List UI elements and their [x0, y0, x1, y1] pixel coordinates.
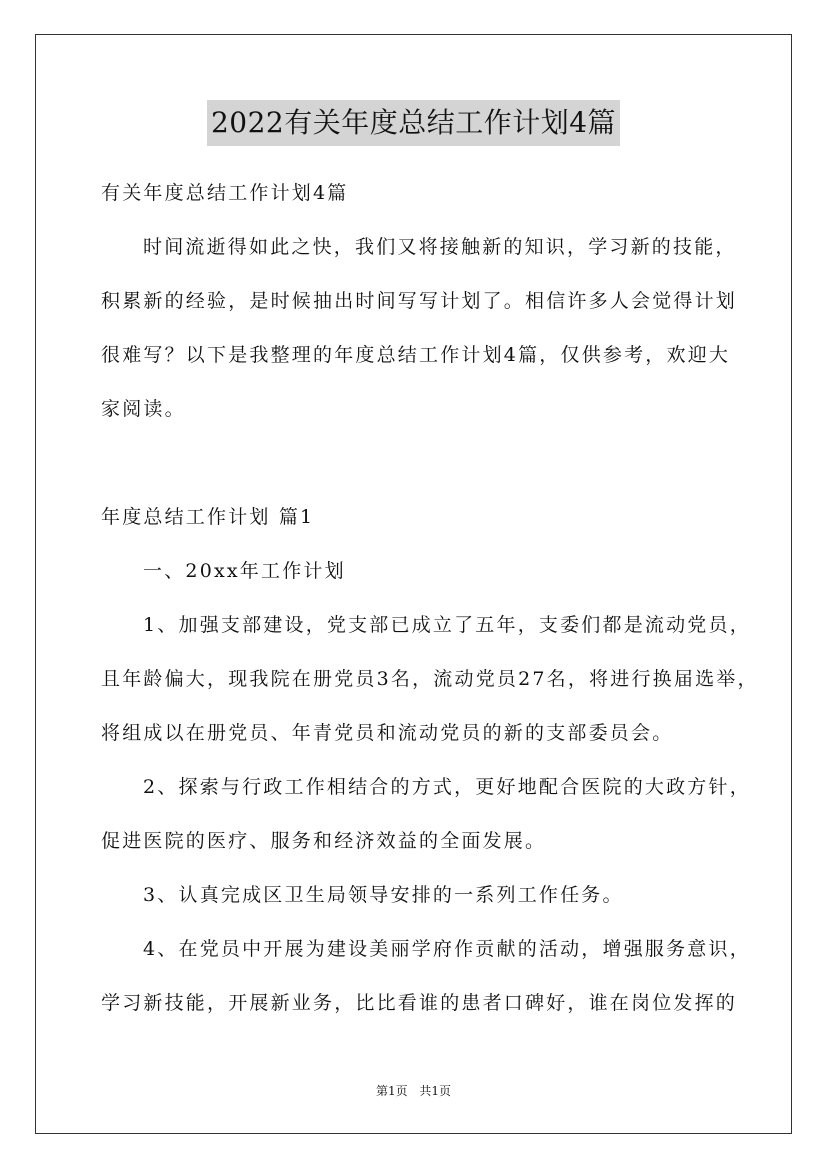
- section-subheading: 一、20xx年工作计划: [143, 560, 346, 582]
- item-line-1: 1、加强支部建设，党支部已成立了五年，支委们都是流动党员，: [143, 614, 751, 636]
- section-heading: 年度总结工作计划 篇1: [101, 506, 315, 528]
- intro-line-4: 家阅读。: [101, 398, 186, 420]
- page-footer: [0, 1082, 827, 1099]
- intro-line-3: 很难写？以下是我整理的年度总结工作计划4篇，仅供参考，欢迎大: [101, 344, 731, 366]
- blank-line: [101, 440, 731, 494]
- item-line-2: 且年龄偏大，现我院在册党员3名，流动党员27名，将进行换届选举，: [101, 668, 759, 690]
- document-subtitle: 有关年度总结工作计划4篇: [101, 182, 349, 204]
- intro-line-2: 积累新的经验，是时候抽出时间写写计划了。相信许多人会觉得计划: [101, 290, 738, 312]
- intro-line-1: 时间流逝得如此之快，我们又将接触新的知识，学习新的技能，: [143, 236, 737, 258]
- page-number-current: 第1页: [375, 1084, 408, 1098]
- page-number-total: 共1页: [419, 1084, 452, 1098]
- title-container: [0, 100, 827, 146]
- item-line-5: 促进医院的医疗、服务和经济效益的全面发展。: [101, 830, 547, 852]
- document-body: [101, 170, 759, 1034]
- item-line-3: 将组成以在册党员、年青党员和流动党员的新的支部委员会。: [101, 722, 674, 744]
- item-line-6: 3、认真完成区卫生局领导安排的一系列工作任务。: [143, 884, 624, 906]
- item-line-4: 2、探索与行政工作相结合的方式，更好地配合医院的大政方针，: [143, 776, 751, 798]
- item-line-8: 学习新技能，开展新业务，比比看谁的患者口碑好，谁在岗位发挥的: [101, 992, 738, 1014]
- item-line-7: 4、在党员中开展为建设美丽学府作贡献的活动，增强服务意识，: [143, 938, 751, 960]
- document-title: 2022有关年度总结工作计划4篇: [207, 100, 620, 146]
